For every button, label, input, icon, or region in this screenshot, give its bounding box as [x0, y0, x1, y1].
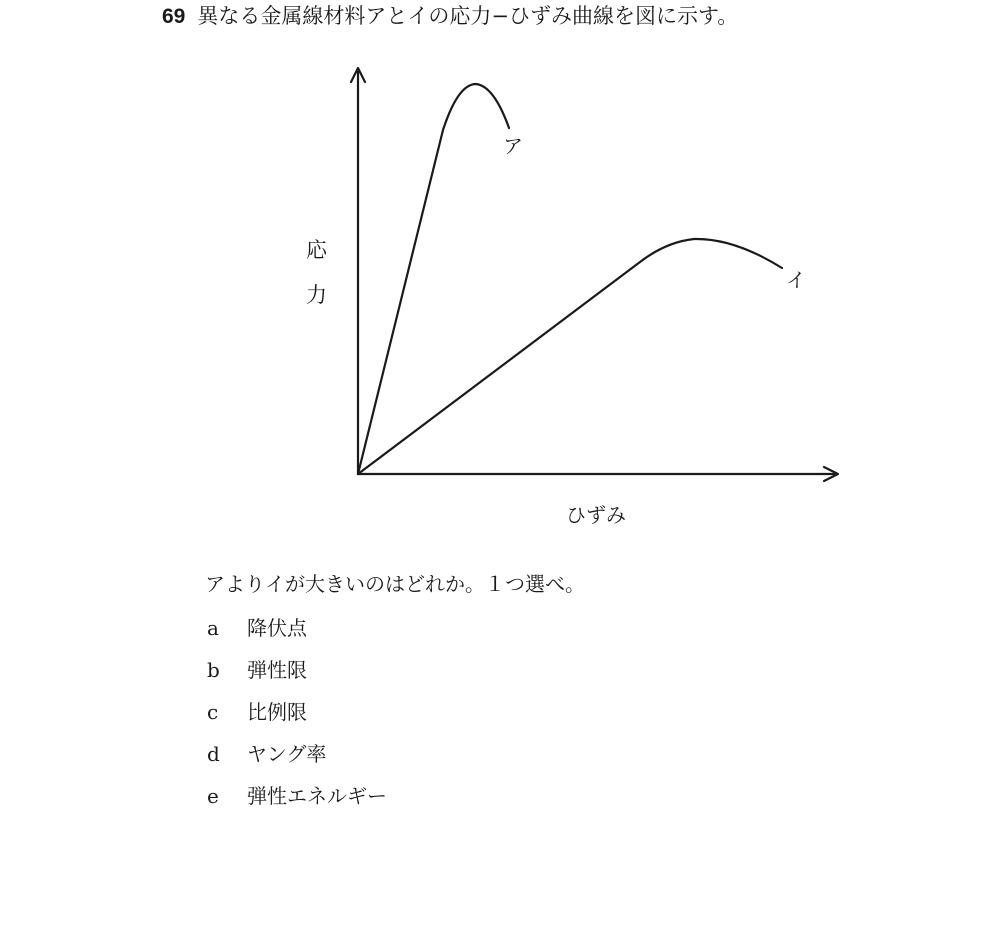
choice-letter: d — [207, 742, 220, 766]
question-prompt: アよりイが大きいのはどれか。１つ選べ。 — [205, 572, 585, 596]
choice-letter: c — [207, 700, 219, 724]
curve-a — [358, 84, 509, 474]
curve-label-i: イ — [786, 268, 806, 292]
question-number: 69 — [162, 5, 186, 28]
curve-label-a: ア — [503, 134, 523, 158]
choice-letter: b — [207, 658, 220, 682]
curve-i — [358, 239, 782, 474]
choice-b[interactable] — [207, 656, 387, 698]
question-text: 異なる金属線材料アとイの応力−ひずみ曲線を図に示す。 — [197, 4, 739, 28]
y-axis-label-char-1: 応 — [306, 238, 327, 262]
choice-text: 降伏点 — [247, 616, 307, 640]
choice-a[interactable] — [207, 614, 387, 656]
answer-choices — [207, 614, 387, 824]
x-axis-label: ひずみ — [566, 503, 626, 527]
choice-c[interactable] — [207, 698, 387, 740]
choice-d[interactable] — [207, 740, 387, 782]
choice-text: 弾性エネルギー — [247, 784, 387, 808]
choice-e[interactable] — [207, 782, 387, 824]
choice-text: 比例限 — [247, 700, 307, 724]
choice-letter: a — [207, 616, 219, 640]
choice-text: 弾性限 — [247, 658, 307, 682]
choice-letter: e — [207, 784, 219, 808]
y-axis-label-char-2: 力 — [306, 283, 327, 307]
choice-text: ヤング率 — [247, 742, 327, 766]
